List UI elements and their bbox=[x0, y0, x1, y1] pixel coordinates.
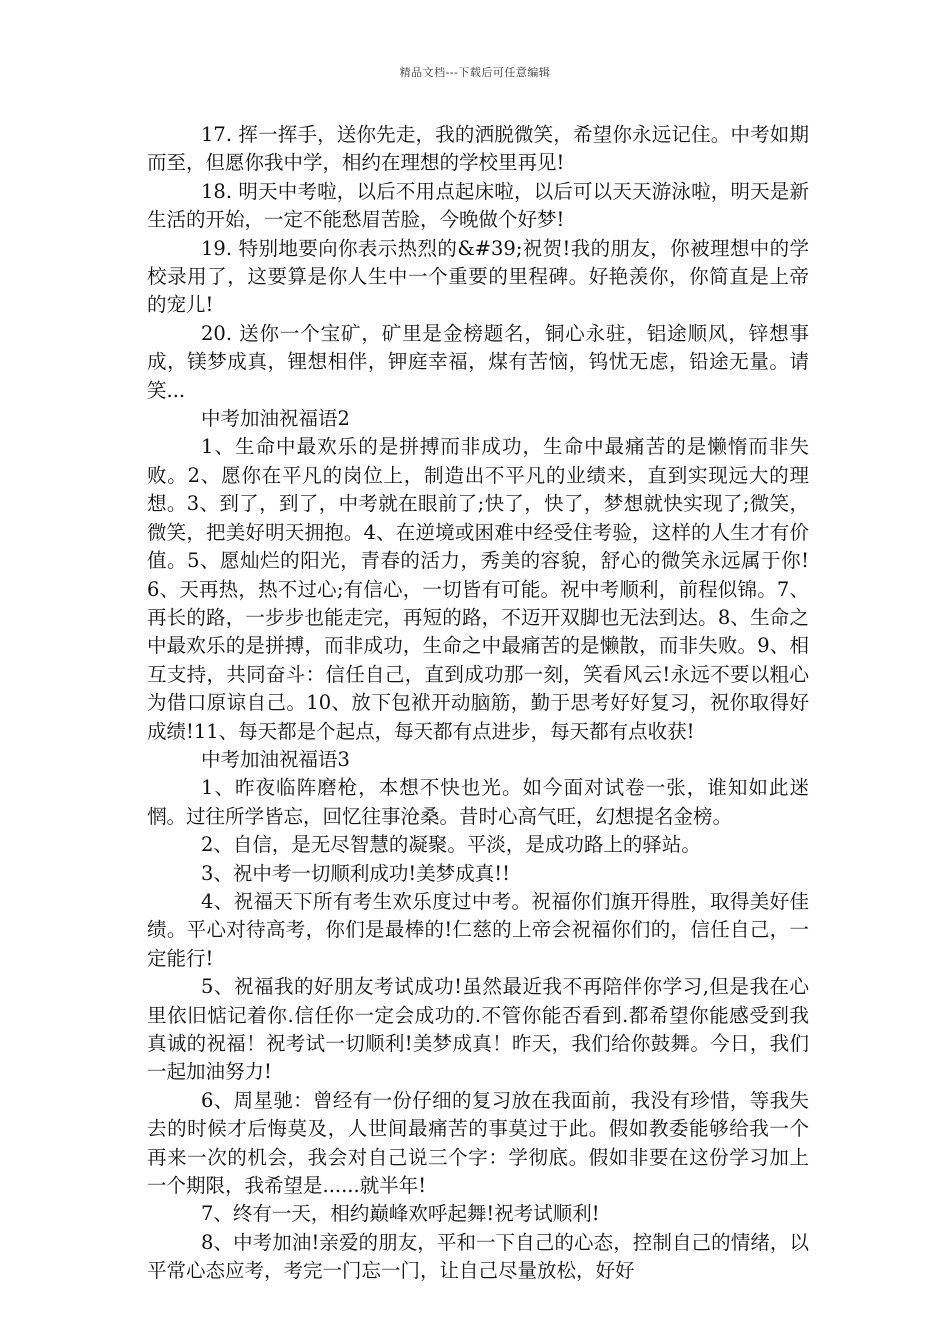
section-3-item-1: 1、昨夜临阵磨枪，本想不快也光。如今面对试卷一张，谁知如此迷惘。过往所学皆忘，回忆往事沧桑。昔时心高气旺，幻想提名金榜。 bbox=[147, 776, 809, 828]
paragraph-17: 17. 挥一挥手，送你先走，我的洒脱微笑，希望你永远记住。中考如期而至，但愿你我中学，相约在理想的学校里再见! bbox=[147, 123, 809, 175]
section-3-item-3: 3、祝中考一切顺利成功!美梦成真!! bbox=[201, 861, 510, 885]
paragraph-18: 18. 明天中考啦，以后不用点起床啦，以后可以天天游泳啦，明天是新生活的开始，一定不能愁眉苦脸，今晚做个好梦! bbox=[147, 179, 809, 232]
section-3-item-6: 6、周星驰：曾经有一份仔细的复习放在我面前，我没有珍惜，等我失去的时候才后悔莫及，人世间最痛苦的事莫过于此。假如教委能够给我一个再来一次的机会，我会对自己说三个字：学彻底。假如非要在这份学习加上一个期限，我希望是......就半年! bbox=[147, 1088, 809, 1198]
section-2-paragraph: 1、生命中最欢乐的是拼搏而非成功，生命中最痛苦的是懒惰而非失败。2、愿你在平凡的岗位上，制造出不平凡的业绩来，直到实现远大的理想。3、到了，到了，中考就在眼前了;快了，快了，梦想就快实现了;微笑，微笑，把美好明天拥抱。4、在逆境或困难中经受住考验，这样的人生才有价值。5、愿灿烂的阳光，青春的活力，秀美的容貌，舒心的微笑永远属于你!6、天再热，热不过心;有信心，一切皆有可能。祝中考顺利，前程似锦。7、再长的路，一步步也能走完，再短的路，不迈开双脚也无法到达。8、生命之中最欢乐的是拼搏，而非成功，生命之中最痛苦的是懒散，而非失败。9、相互支持，共同奋斗：信任自己，直到成功那一刻，笑看风云!永远不要以粗心为借口原谅自己。10、放下包袱开动脑筋，勤于思考好好复习，祝你取得好成绩!11、每天都是个起点，每天都有点进步，每天都有点收获! bbox=[147, 435, 809, 743]
document-body bbox=[147, 121, 809, 1286]
paragraph-20: 20. 送你一个宝矿，矿里是金榜题名，铜心永驻，铝途顺风，锌想事成，镁梦成真，锂想相伴，钾庭幸福，煤有苦恼，钨忧无虑，铅途无量。请笑... bbox=[147, 321, 809, 402]
section-heading-2: 中考加油祝福语2 bbox=[201, 407, 350, 431]
section-3-item-8: 8、中考加油!亲爱的朋友，平和一下自己的心态，控制自己的情绪，以平常心态应考，考完一门忘一门，让自己尽量放松，好好 bbox=[147, 1230, 809, 1283]
section-heading-3: 中考加油祝福语3 bbox=[201, 747, 350, 771]
section-3-item-7: 7、终有一天，相约巅峰欢呼起舞!祝考试顺利! bbox=[201, 1202, 600, 1226]
section-3-item-5: 5、祝福我的好朋友考试成功!虽然最近我不再陪伴你学习,但是我在心里依旧惦记着你.信任你一定会成功的.不管你能否看到.都希望你能感受到我真诚的祝福！祝考试一切顺利!美梦成真！昨天，我们给你鼓舞。今日，我们一起加油努力! bbox=[147, 975, 809, 1084]
section-3-item-2: 2、自信，是无尽智慧的凝聚。平淡，是成功路上的驿站。 bbox=[201, 833, 701, 857]
section-3-item-4: 4、祝福天下所有考生欢乐度过中考。祝福你们旗开得胜，取得美好佳绩。平心对待高考，你们是最棒的!仁慈的上帝会祝福你们的，信任自己，一定能行! bbox=[147, 889, 809, 970]
page-header: 精品文档---下载后可任意编辑 bbox=[399, 66, 551, 79]
paragraph-19: 19. 特别地要向你表示热烈的&#39;祝贺!我的朋友，你被理想中的学校录用了，这要算是你人生中一个重要的里程碑。好艳羡你，你简直是上帝的宠儿! bbox=[147, 236, 809, 317]
